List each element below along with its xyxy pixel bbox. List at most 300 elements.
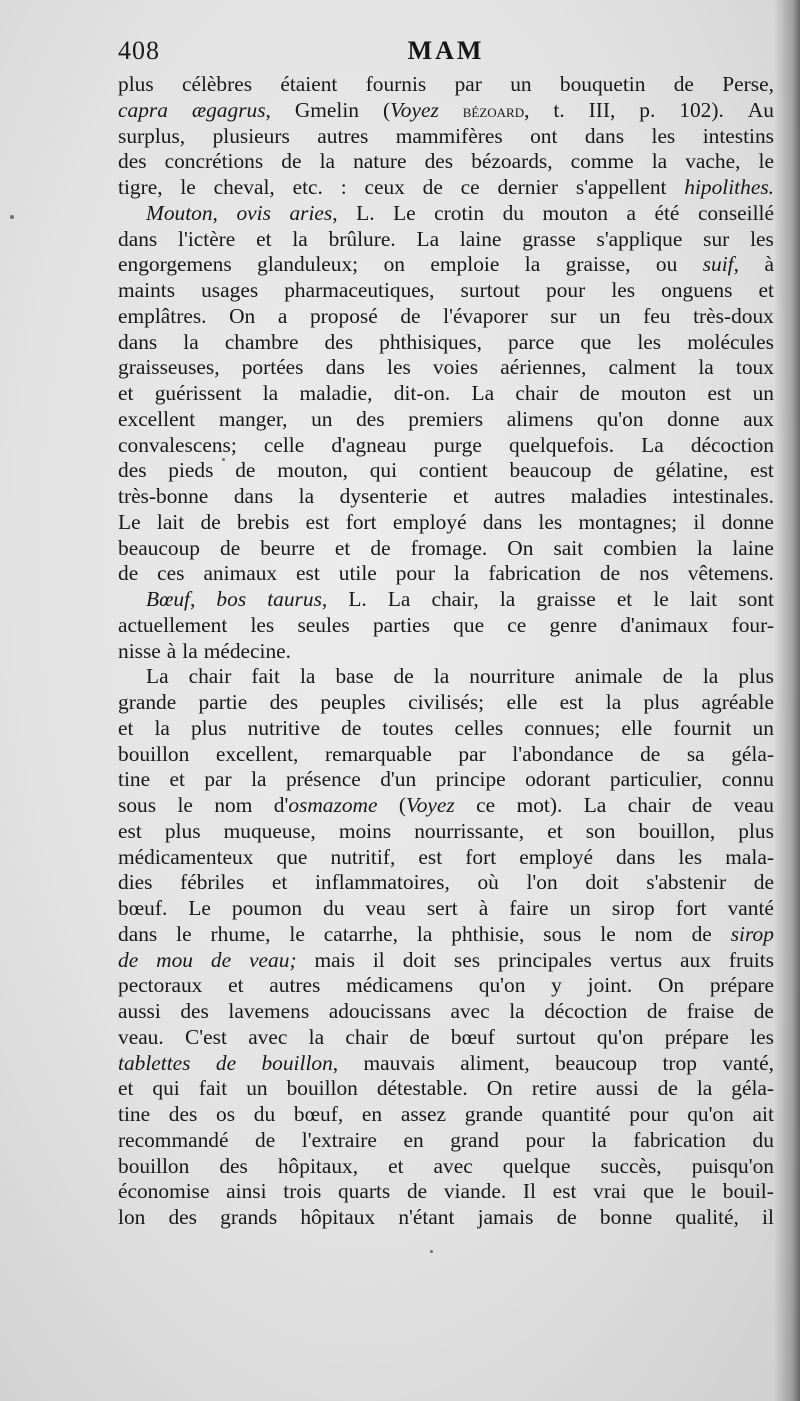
word: et xyxy=(616,587,633,611)
word: pour xyxy=(525,1127,565,1152)
word: la xyxy=(183,329,199,354)
word: fraise xyxy=(686,999,735,1023)
word: de xyxy=(422,175,443,199)
text-line xyxy=(118,742,774,768)
text-line xyxy=(118,98,774,124)
word: d'osmazome xyxy=(273,793,378,817)
word: fait xyxy=(198,1076,228,1101)
text-line xyxy=(118,355,774,381)
word: bouquetin xyxy=(559,72,646,96)
word: il xyxy=(693,509,706,534)
text-line xyxy=(118,1076,774,1102)
word: sur xyxy=(703,226,730,251)
word: conseillé xyxy=(697,200,774,225)
word: les xyxy=(250,612,275,637)
word: de xyxy=(118,561,139,586)
word: n'étant xyxy=(398,1205,455,1229)
word: ce xyxy=(507,612,527,637)
word: la xyxy=(696,535,713,560)
word: autres xyxy=(317,123,369,148)
word: concrétions xyxy=(164,149,264,174)
word: la xyxy=(292,226,308,251)
word: doit xyxy=(402,947,436,972)
word: avec xyxy=(248,1024,288,1049)
text-line xyxy=(118,613,774,639)
word: base xyxy=(335,664,374,689)
word: pharmaceutiques, xyxy=(284,278,435,302)
word: dans xyxy=(118,921,158,946)
text-line xyxy=(118,561,774,587)
word: en xyxy=(403,1127,424,1152)
word: de xyxy=(579,381,600,405)
word: toutes xyxy=(382,715,434,740)
word: fort xyxy=(675,896,707,920)
word: trop xyxy=(662,1050,697,1075)
word: de xyxy=(753,870,774,895)
word: La xyxy=(471,381,495,405)
word: feu xyxy=(643,303,671,328)
word: aussi xyxy=(595,1076,639,1101)
word: un xyxy=(599,303,621,328)
word: la xyxy=(251,767,267,792)
word: le xyxy=(653,587,669,611)
word: fabrication xyxy=(488,561,581,586)
text-line xyxy=(118,304,774,330)
word: mouton, xyxy=(277,458,348,483)
text-line xyxy=(118,896,774,922)
word: principe xyxy=(435,767,506,792)
word: prépare xyxy=(709,973,774,998)
word: molécules xyxy=(687,329,774,354)
word: s'applique xyxy=(596,226,683,251)
word: montagnes; xyxy=(578,509,678,534)
word: La xyxy=(416,226,440,251)
word: manger, xyxy=(218,406,288,431)
word: surtout xyxy=(460,278,520,302)
word: les xyxy=(651,123,676,148)
word: moins xyxy=(338,818,392,843)
word: que xyxy=(580,329,612,354)
word: qu'on xyxy=(596,1024,644,1049)
word: autres xyxy=(269,973,321,998)
word: ceux xyxy=(364,175,405,199)
text-line xyxy=(118,716,774,742)
word: est xyxy=(750,458,774,483)
text-line xyxy=(118,433,774,459)
word: médecine. xyxy=(203,638,291,663)
word: de xyxy=(691,921,712,946)
word: dit-on. xyxy=(393,381,451,405)
word: phthisiques, xyxy=(379,329,482,354)
text-line xyxy=(118,767,774,793)
text-line xyxy=(118,793,774,819)
word: et xyxy=(271,870,288,895)
word: l'évaporer xyxy=(443,303,528,328)
word: rhume, xyxy=(210,921,271,946)
speck xyxy=(430,1250,433,1253)
word: sirop xyxy=(730,921,774,946)
word: dans xyxy=(233,484,274,508)
word: le xyxy=(758,149,774,174)
word: bœuf xyxy=(450,1024,495,1049)
word: de xyxy=(235,458,256,483)
word: du xyxy=(253,1102,276,1126)
word: a xyxy=(277,303,288,328)
text-line xyxy=(118,330,774,356)
word: veau xyxy=(365,896,406,920)
word: de xyxy=(657,1076,678,1101)
word: de xyxy=(409,1024,430,1049)
word: de xyxy=(393,664,414,689)
word: suif, xyxy=(702,252,739,277)
word: les xyxy=(678,844,703,869)
word: donne xyxy=(667,406,720,431)
text-line xyxy=(118,124,774,150)
word: nourriture xyxy=(469,664,555,689)
word: mou xyxy=(156,947,193,972)
text-line xyxy=(118,72,774,98)
text-line xyxy=(118,407,774,433)
word: Il xyxy=(522,1179,536,1204)
word: bos xyxy=(216,587,247,611)
word: On xyxy=(507,535,534,560)
word: p. xyxy=(639,97,656,122)
word: aries, xyxy=(289,200,338,225)
word: est xyxy=(305,509,330,534)
word: que xyxy=(276,844,308,869)
word: sait xyxy=(553,535,584,560)
word: mauvais xyxy=(363,1050,435,1075)
word: four- xyxy=(731,612,774,637)
word: bouillon, xyxy=(261,1050,339,1075)
word: phthisie, xyxy=(451,921,525,946)
page-gutter-shadow xyxy=(774,0,800,1401)
word: et xyxy=(547,818,563,843)
word: celle xyxy=(263,432,305,457)
word: Au xyxy=(747,97,774,122)
word: chair xyxy=(345,1024,389,1049)
word: inflammatoires, xyxy=(314,870,450,895)
word: les xyxy=(611,278,636,302)
word: et xyxy=(228,973,244,998)
word: Perse, xyxy=(722,72,774,96)
word: de xyxy=(200,509,221,534)
word: beaucoup xyxy=(509,458,592,483)
word: est xyxy=(552,1179,577,1204)
word: des xyxy=(356,406,385,431)
word: de xyxy=(673,72,694,96)
word: la xyxy=(262,381,279,405)
word: agréable xyxy=(701,690,774,714)
word: Gmelin xyxy=(294,97,360,122)
word: brûlure. xyxy=(328,226,396,251)
word: nom xyxy=(634,921,673,946)
word: engorgemens xyxy=(118,252,232,277)
text-line xyxy=(118,201,774,227)
word: grande xyxy=(464,1102,523,1126)
word: la xyxy=(698,355,714,380)
word: de xyxy=(556,1205,577,1229)
word: un xyxy=(569,896,591,920)
word: sa xyxy=(686,741,705,766)
word: nos xyxy=(639,561,669,586)
word: s'abstenir xyxy=(646,870,727,895)
word: fournis xyxy=(365,72,427,96)
word: le xyxy=(690,1179,707,1204)
word: mot). xyxy=(516,793,563,817)
word: prépare xyxy=(664,1024,729,1049)
word: veau. xyxy=(118,1024,164,1049)
word: la xyxy=(499,587,516,611)
word: Le xyxy=(188,896,211,920)
word: est xyxy=(418,844,443,869)
word: comme xyxy=(570,149,634,174)
word: il xyxy=(762,1205,774,1229)
word: le xyxy=(600,921,616,946)
word: emplâtres. xyxy=(118,303,207,328)
word: de xyxy=(370,535,391,560)
word: très-bonne xyxy=(118,484,209,508)
word: avec xyxy=(433,1153,473,1178)
word: et xyxy=(256,226,272,251)
word: mala- xyxy=(725,844,774,869)
word: capra xyxy=(118,97,168,122)
word: décoction xyxy=(544,999,628,1023)
word: de xyxy=(646,999,668,1023)
word: quelque xyxy=(502,1153,571,1178)
word: particulier, xyxy=(609,767,703,792)
word: dans xyxy=(325,355,365,380)
word: odorant xyxy=(525,767,591,792)
word: autres xyxy=(494,484,546,508)
word: toux xyxy=(735,355,774,380)
word: est xyxy=(296,561,320,586)
text-line xyxy=(118,973,774,999)
word: fort xyxy=(465,844,497,869)
word: quelquefois. xyxy=(508,432,615,457)
word: en xyxy=(361,1102,383,1126)
word: adoucissans xyxy=(328,999,431,1023)
word: chair xyxy=(515,381,559,405)
word: de xyxy=(613,458,634,483)
word: nom xyxy=(214,793,253,817)
word: un xyxy=(246,1076,268,1101)
word: de xyxy=(255,1127,276,1152)
word: la xyxy=(319,149,335,174)
text-line xyxy=(118,845,774,871)
word: C'est xyxy=(185,1024,227,1049)
word: usages xyxy=(201,278,259,302)
word: mouton xyxy=(620,381,687,405)
word: trois xyxy=(283,1179,322,1204)
word: intestins xyxy=(702,123,774,148)
word: étaient xyxy=(280,72,338,96)
word: lavemens xyxy=(228,999,310,1023)
body-text xyxy=(118,72,774,1231)
word: mammifères xyxy=(395,123,503,148)
word: hôpitaux, xyxy=(277,1153,359,1178)
word: des xyxy=(118,149,147,174)
word: principales xyxy=(498,947,592,972)
word: mais xyxy=(314,947,355,972)
word: le xyxy=(176,921,192,946)
word: et xyxy=(169,767,185,792)
text-line xyxy=(118,1205,774,1231)
word: genre xyxy=(549,612,597,637)
word: brebis xyxy=(237,509,290,534)
text-line xyxy=(118,948,774,974)
word: vanté xyxy=(727,896,774,920)
word: viande. xyxy=(443,1179,507,1204)
word: fromage. xyxy=(410,535,488,560)
word: du xyxy=(752,1127,774,1152)
word: de xyxy=(599,561,621,586)
word: pour xyxy=(629,1102,669,1126)
word: des xyxy=(269,690,299,714)
text-line xyxy=(118,1128,774,1154)
word: qu'on xyxy=(596,406,644,431)
word: faire xyxy=(509,896,549,920)
word: du xyxy=(502,200,524,225)
word: hipolithes. xyxy=(684,175,774,199)
word: aux xyxy=(680,947,711,972)
word: nutritif, xyxy=(330,844,396,869)
word: On xyxy=(229,303,256,328)
word: les xyxy=(750,226,774,251)
word: ce xyxy=(460,175,480,199)
word: fournit xyxy=(673,715,732,740)
word: beaucoup xyxy=(118,535,200,560)
word: L. xyxy=(356,200,375,225)
text-line xyxy=(118,252,774,278)
word: gélatine, xyxy=(655,458,729,483)
word: la xyxy=(182,638,198,663)
word: de xyxy=(640,741,661,766)
word: qu'on xyxy=(687,1102,734,1126)
word: beurre xyxy=(260,535,315,560)
word: ce xyxy=(476,793,496,817)
word: des xyxy=(168,1102,198,1126)
text-line xyxy=(118,999,774,1025)
word: très-doux xyxy=(693,303,774,328)
word: la xyxy=(453,561,470,586)
word: ait xyxy=(752,1102,774,1126)
word: s'appellent xyxy=(575,175,667,199)
word: (Voyez xyxy=(382,97,439,122)
word: chair xyxy=(188,664,232,689)
word: par xyxy=(454,72,482,96)
word: premiers xyxy=(408,406,484,431)
word: fait xyxy=(251,664,280,689)
word: bouillon xyxy=(118,1153,190,1178)
word: des xyxy=(424,149,454,174)
word: aliment, xyxy=(460,1050,530,1075)
word: est xyxy=(559,690,584,714)
word: on xyxy=(383,252,405,277)
word: animaux xyxy=(203,561,278,586)
word: de xyxy=(400,303,421,328)
word: qualité, xyxy=(675,1205,739,1229)
word: il xyxy=(372,947,385,972)
word: et xyxy=(758,278,774,302)
word: vêtemens. xyxy=(687,561,774,586)
word: (Voyez xyxy=(398,793,455,817)
word: dans xyxy=(482,509,523,534)
text-line xyxy=(118,1179,774,1205)
word: décoction xyxy=(690,432,774,457)
word: ainsi xyxy=(226,1179,267,1204)
word: calment xyxy=(608,355,677,380)
word: de xyxy=(406,1179,428,1204)
word: animale xyxy=(574,664,643,689)
word: nutritive xyxy=(247,715,321,740)
word: l'abondance xyxy=(512,741,614,766)
word: à xyxy=(166,638,177,663)
word: employé xyxy=(519,844,593,869)
word: des xyxy=(168,1205,197,1229)
word: l'ictère xyxy=(178,226,236,251)
word: sont xyxy=(738,587,774,611)
word: et xyxy=(453,484,469,508)
word: sert xyxy=(426,896,458,920)
text-line xyxy=(118,175,774,201)
word: tablettes xyxy=(118,1050,191,1075)
word: pour xyxy=(395,561,435,586)
word: les xyxy=(387,355,411,380)
word: un xyxy=(752,715,774,740)
word: jamais xyxy=(477,1205,534,1229)
word: de xyxy=(662,664,683,689)
text-line xyxy=(118,536,774,562)
word: partie xyxy=(198,690,248,714)
word: La xyxy=(641,432,664,457)
word: la xyxy=(605,690,622,714)
page-number: 408 xyxy=(118,36,160,65)
word: à xyxy=(478,896,489,920)
word: laine xyxy=(459,226,502,251)
word: retire xyxy=(531,1076,577,1101)
word: nourrissante, xyxy=(414,818,525,843)
word: cheval, xyxy=(213,175,275,199)
word: bonne xyxy=(599,1205,653,1229)
word: dies xyxy=(118,870,153,895)
word: celles xyxy=(454,715,504,740)
word: La xyxy=(583,793,607,817)
word: ou xyxy=(655,252,678,277)
word: La xyxy=(387,587,411,611)
word: puisqu'on xyxy=(691,1153,774,1178)
word: excellent, xyxy=(215,741,299,766)
text-line xyxy=(118,1051,774,1077)
text-line xyxy=(118,381,774,407)
word: et xyxy=(118,381,134,405)
word: et xyxy=(118,715,134,740)
word: laine xyxy=(732,535,774,560)
word: où xyxy=(477,870,499,895)
word: dans xyxy=(118,329,158,354)
word: de xyxy=(281,149,302,174)
text-line xyxy=(118,227,774,253)
word: un xyxy=(510,72,532,96)
word: présence xyxy=(285,767,361,792)
word: dans xyxy=(584,123,625,148)
word: détestable. xyxy=(376,1076,468,1101)
word: mouton xyxy=(542,200,608,225)
word: la xyxy=(524,252,541,277)
word: le xyxy=(180,175,196,199)
word: la xyxy=(696,1076,713,1101)
word: des xyxy=(118,458,147,483)
